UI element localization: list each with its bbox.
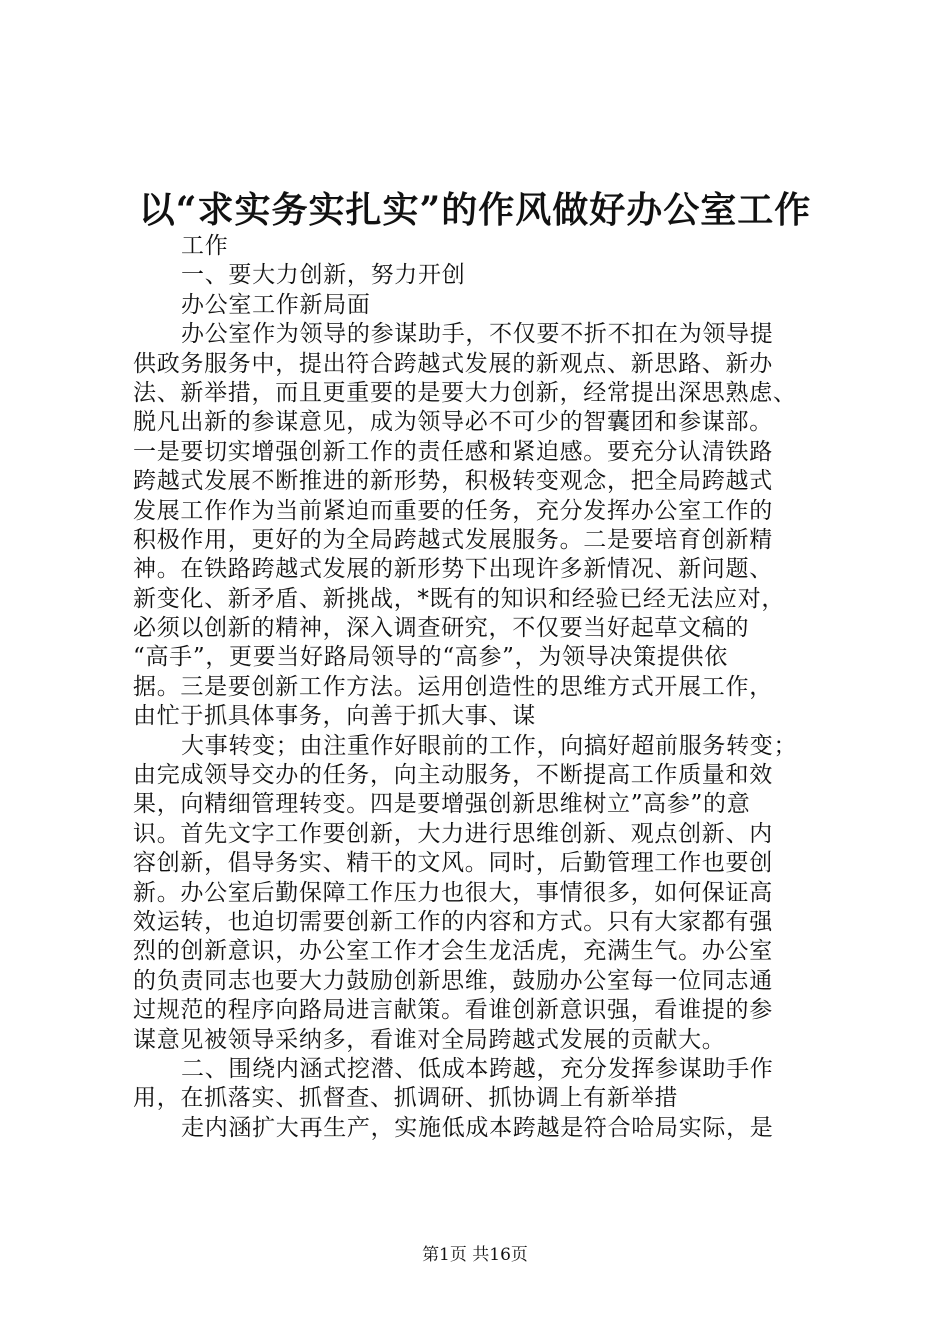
text-line: 发展工作作为当前紧迫而重要的任务，充分发挥办公室工作的 [133,497,773,524]
text-line: 新变化、新矛盾、新挑战，*既有的知识和经验已经无法应对， [133,585,786,612]
paragraph-start-line: 办公室作为领导的参谋助手，不仅要不折不扣在为领导提 [181,321,774,348]
page-number-footer: 第1页 共16页 [422,1245,528,1265]
text-line: 烈的创新意识，办公室工作才会生龙活虎，充满生气。办公室 [133,938,773,965]
text-line: 谋意见被领导采纳多，看谁对全局跨越式发展的贡献大。 [133,1026,726,1053]
text-line: 新。办公室后勤保障工作压力也很大，事情很多，如何保证高 [133,879,773,906]
text-line: 由完成领导交办的任务，向主动服务，不断提高工作质量和效 [133,762,773,789]
text-line: 神。在铁路跨越式发展的新形势下出现许多新情况、新问题、 [133,556,773,583]
text-line: 法、新举措，而且更重要的是要大力创新，经常提出深思熟虑、 [133,379,797,406]
section-heading: 一、要大力创新，努力开创 [181,262,466,289]
text-line: 工作 [181,233,229,259]
text-line: 过规范的程序向路局进言献策。看谁创新意识强，看谁提的参 [133,997,773,1024]
text-line: 据。三是要创新工作方法。运用创造性的思维方式开展工作， [133,673,773,700]
text-line: 供政务服务中，提出符合跨越式发展的新观点、新思路、新办 [133,350,773,377]
text-line: 果，向精细管理转变。四是要增强创新思维树立”高参”的意 [133,791,751,818]
document-body [133,232,833,1143]
text-line: 办公室工作新局面 [181,291,371,318]
document-title: 以“求实务实扎实”的作风做好办公室工作 [138,189,812,231]
section-heading-continued: 用，在抓落实、抓督查、抓调研、抓协调上有新举措 [133,1085,679,1112]
text-line: 跨越式发展不断推进的新形势，积极转变观念，把全局跨越式 [133,468,773,495]
paragraph-start-line: 走内涵扩大再生产，实施低成本跨越是符合哈局实际，是 [181,1114,774,1141]
text-line: 效运转，也迫切需要创新工作的内容和方式。只有大家都有强 [133,908,773,935]
text-line: 容创新，倡导务实、精干的文风。同时，后勤管理工作也要创 [133,850,773,877]
text-line: 脱凡出新的参谋意见，成为领导必不可少的智囊团和参谋部。 [133,409,773,436]
paragraph-start-line: 大事转变；由注重作好眼前的工作，向搞好超前服务转变； [181,732,798,759]
section-heading: 二、围绕内涵式挖潜、低成本跨越，充分发挥参谋助手作 [181,1055,774,1082]
text-line: “高手”，更要当好路局领导的“高参”，为领导决策提供依 [133,644,728,671]
text-line: 的负责同志也要大力鼓励创新思维，鼓励办公室每一位同志通 [133,967,773,994]
text-line: 必须以创新的精神，深入调查研究，不仅要当好起草文稿的 [133,615,750,642]
text-line: 识。首先文字工作要创新，大力进行思维创新、观点创新、内 [133,820,773,847]
text-line: 积极作用，更好的为全局跨越式发展服务。二是要培育创新精 [133,526,773,553]
text-line: 由忙于抓具体事务，向善于抓大事、谋 [133,703,536,730]
text-line: 一是要切实增强创新工作的责任感和紧迫感。要充分认清铁路 [133,438,773,465]
